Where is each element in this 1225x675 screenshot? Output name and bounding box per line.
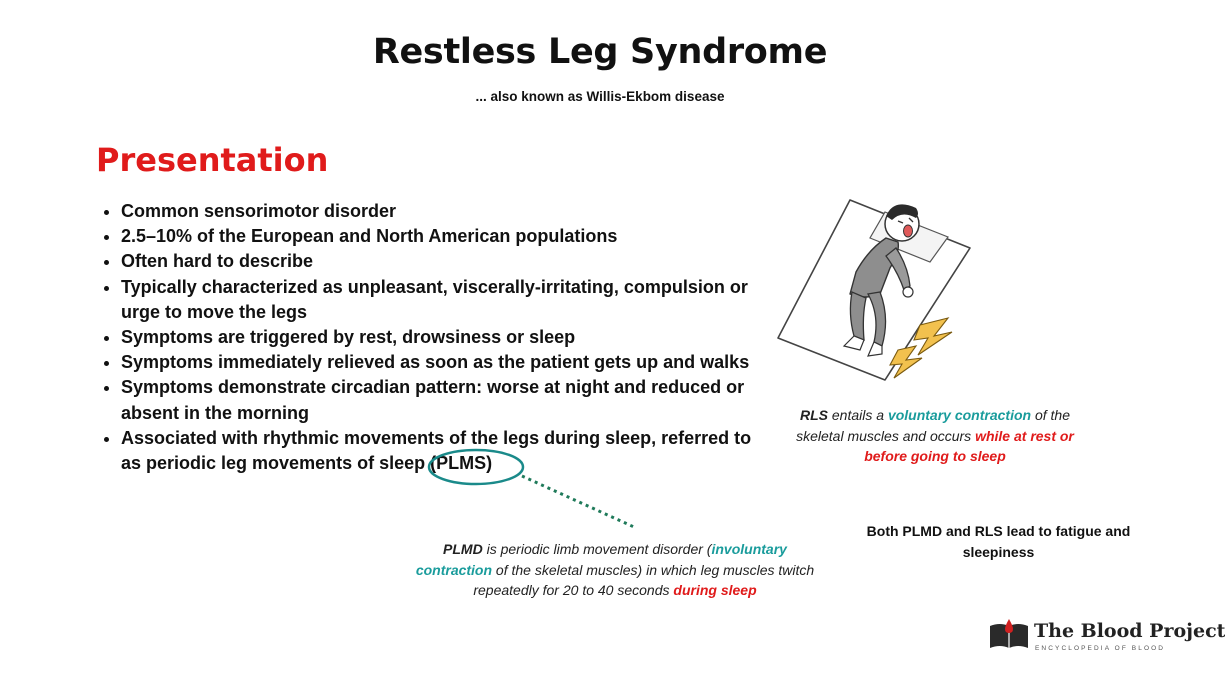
bullet-item: • Associated with rhythmic movements of the legs during sleep, referred to as periodic leg movements of sleep (PLMS)	[121, 426, 771, 476]
plmd-term: PLMD	[443, 541, 483, 557]
fatigue-note: Both PLMD and RLS lead to fatigue and sleepiness	[866, 523, 1131, 560]
voluntary-contraction-highlight: voluntary contraction	[887, 407, 1032, 423]
involuntary-contraction-highlight: involuntary contraction	[415, 541, 787, 578]
rls-caption	[780, 405, 1090, 467]
rest-sleep-highlight: while at rest or before going to sleep	[864, 427, 1074, 464]
page-title: Restless Leg Syndrome	[372, 32, 828, 72]
plmd-caption	[405, 539, 825, 601]
restless-sleeper-illustration	[770, 190, 970, 395]
plms-circle-highlight	[429, 450, 523, 484]
rls-term: RLS	[800, 407, 828, 423]
bullet-item: • Common sensorimotor disorder	[121, 199, 771, 224]
rls-caption-text: of the skeletal muscles and occurs	[796, 407, 1070, 444]
page-subtitle: ... also known as Willis-Ekbom disease	[475, 89, 725, 104]
plmd-caption-text: of the skeletal muscles) in which leg muscles twitch repeatedly for 20 to 40 seconds	[473, 561, 815, 598]
legs-icon	[850, 292, 866, 340]
bullet-item: • Symptoms demonstrate circadian pattern: worse at night and reduced or absent in the morning	[121, 375, 771, 425]
during-sleep-highlight: during sleep	[673, 582, 757, 598]
logo-name: The Blood Project	[1034, 620, 1225, 642]
blood-project-book-icon	[988, 618, 1030, 652]
logo-tagline: ENCYCLOPEDIA OF BLOOD	[1035, 645, 1166, 652]
rls-caption-text: entails a	[828, 407, 888, 423]
bullet-item: • Often hard to describe	[121, 249, 771, 274]
bullet-item: • 2.5–10% of the European and North American populations	[121, 224, 771, 249]
bullet-item: • Symptoms immediately relieved as soon as the patient gets up and walks	[121, 350, 771, 375]
bullet-item: • Symptoms are triggered by rest, drowsiness or sleep	[121, 325, 771, 350]
bullet-item: • Typically characterized as unpleasant, viscerally-irritating, compulsion or urge to move the legs	[121, 275, 771, 325]
section-heading-presentation: Presentation	[96, 141, 329, 179]
plmd-caption-text: is periodic limb movement disorder (	[482, 541, 712, 557]
dotted-connector-line	[522, 476, 634, 527]
